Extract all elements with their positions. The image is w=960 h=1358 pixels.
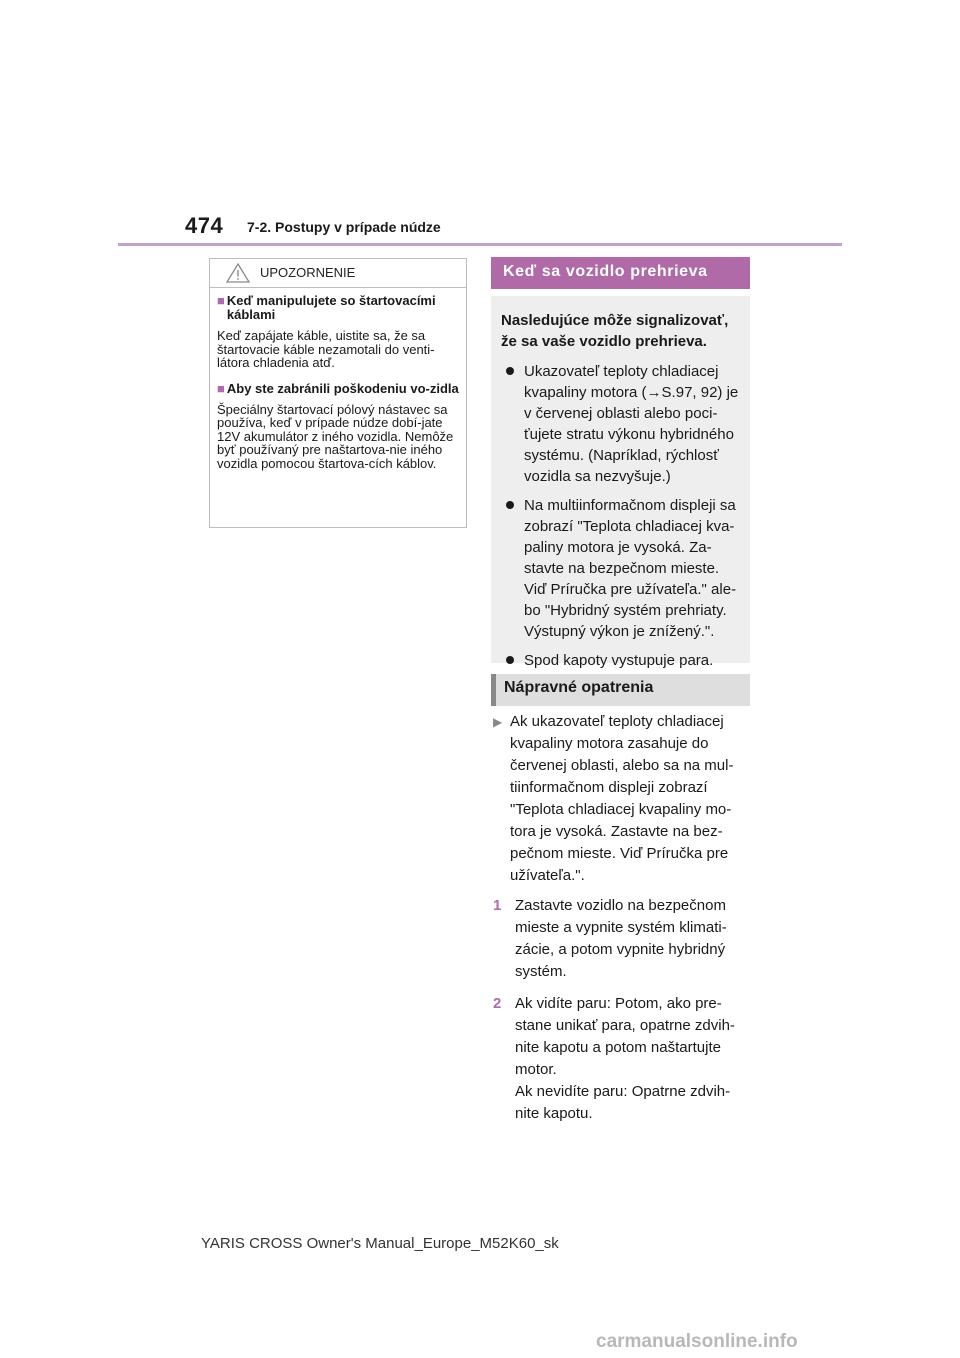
list-item: Na multiinformačnom displeji sa zobrazí "Teplota chladiacej kva-paliny motora je vysoká. Za-stavte na bezpečnom mieste. Viď Príručka pre užívateľa." ale-bo "Hybridný systém prehriaty. Výstupný výkon je znížený.". (501, 495, 742, 642)
footer-manual-id: YARIS CROSS Owner's Manual_Europe_M52K60_sk (201, 1235, 559, 1252)
step-number: 1 (493, 897, 502, 914)
warning-text-damage: Špeciálny štartovací pólový nástavec sa používa, keď v prípade núdze dobí-jate 12V akumulátor z iného vozidla. Nemôže byť používaný pre naštartova-nie iného vozidla pomocou štartova-cích káblov. (217, 401, 454, 471)
overheat-intro: Nasledujúce môže signalizovať, že sa vaše vozidlo prehrieva. (501, 312, 729, 350)
section-title: 7-2. Postupy v prípade núdze (247, 219, 441, 235)
remedy-step-2: 2 Ak vidíte paru: Potom, ako pre-stane unikať para, opatrne zdvih-nite kapotu a potom naštartujte motor. Ak nevidíte paru: Opatrne zdvih-nite kapotu. (491, 993, 750, 1125)
warning-box (209, 258, 467, 528)
overheat-signs-box (491, 296, 750, 669)
warning-heading-damage: ■ Aby ste zabránili poškodeniu vo-zidla (217, 380, 459, 396)
warning-text-cables: Keď zapájate káble, uistite sa, že sa štartovacie káble nezamotali do venti-látora chladenia atď. (217, 328, 435, 370)
warning-header (210, 259, 466, 288)
list-item: Ukazovateľ teploty chladiacej kvapaliny motora (→S.97, 92) je v červenej oblasti alebo poci-ťujete stratu výkonu hybridného systému. (Napríklad, rýchlosť vozidla sa nezvyšuje.) (501, 361, 742, 487)
list-item: Spod kapoty vystupuje para. (501, 650, 742, 671)
remedy-body (491, 711, 750, 1135)
page-number: 474 (185, 213, 224, 238)
remedy-step-1: 1 Zastavte vozidlo na bezpečnom mieste a vypnite systém klimati-zácie, a potom vypnite hybridný systém. (491, 895, 750, 983)
square-bullet-icon: ■ (217, 293, 225, 308)
square-bullet-icon: ■ (217, 380, 225, 396)
bullet-dot-icon (506, 656, 514, 664)
remedy-condition: ▶ Ak ukazovateľ teploty chladiacej kvapaliny motora zasahuje do červenej oblasti, alebo sa na mul-tiinformačnom displeji zobrazí "Teplota chladiacej kvapaliny mo-tora je vysoká. Zastavte na bez-pečnom mieste. Viď Príručka pre užívateľa.". (491, 711, 750, 887)
bullet-dot-icon (506, 367, 514, 375)
step-number: 2 (493, 995, 502, 1012)
remedy-section-header: Nápravné opatrenia (491, 674, 750, 706)
bullet-dot-icon (506, 501, 514, 509)
warning-title: UPOZORNENIE (260, 265, 356, 280)
arrow-right-icon: ▶ (493, 715, 503, 729)
header-rule (118, 243, 842, 246)
overheat-section-header: Keď sa vozidlo prehrieva (491, 257, 750, 289)
warning-heading-cables: ■ Keď manipulujete so štartovacími káblami (217, 293, 436, 322)
watermark: carmanualsonline.info (596, 1331, 798, 1352)
warning-triangle-icon (226, 263, 250, 283)
